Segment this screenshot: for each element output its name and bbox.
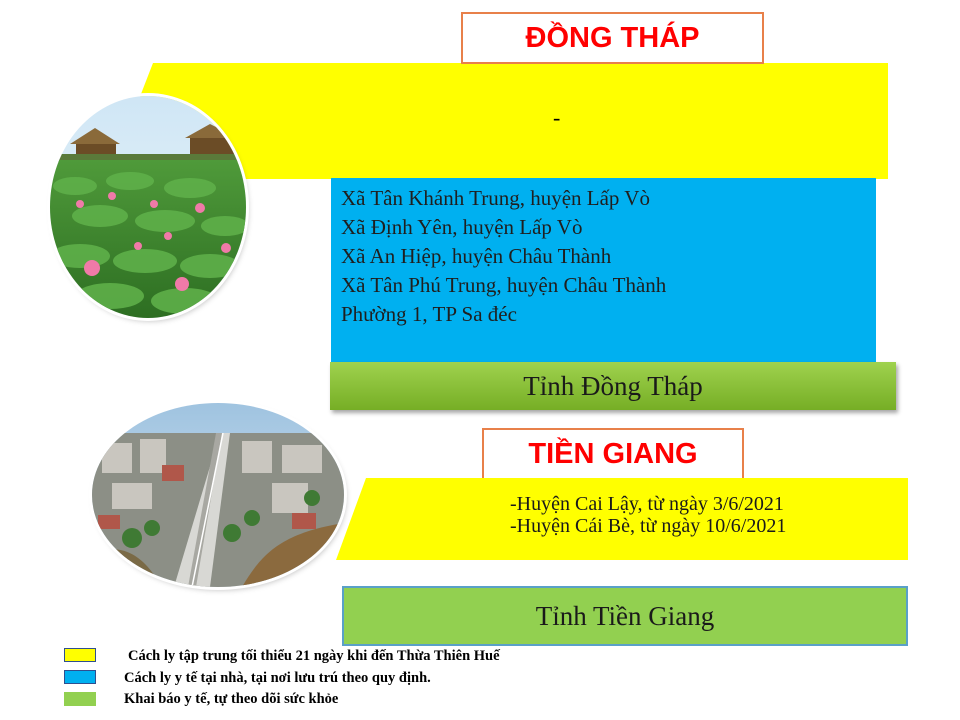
lotus-field-photo <box>50 96 246 318</box>
tien-giang-title: TIỀN GIANG <box>482 428 744 480</box>
legend-label-blue: Cách ly y tế tại nhà, tại nơi lưu trú theo quy định. <box>124 670 431 686</box>
list-item: Xã An Hiệp, huyện Châu Thành <box>341 244 612 268</box>
tien-giang-district-list <box>510 493 786 537</box>
legend-swatch-yellow <box>64 648 96 662</box>
legend-label-green: Khai báo y tế, tự theo dõi sức khỏe <box>124 691 339 707</box>
city-river-image <box>92 403 344 587</box>
list-item: Phường 1, TP Sa đéc <box>341 302 517 326</box>
list-item: Xã Định Yên, huyện Lấp Vò <box>341 215 583 239</box>
dong-thap-province-label: Tỉnh Đồng Tháp <box>330 362 896 410</box>
list-item: Xã Tân Phú Trung, huyện Châu Thành <box>341 273 667 297</box>
tien-giang-province-label: Tỉnh Tiền Giang <box>342 586 908 646</box>
legend-swatch-blue <box>64 670 96 684</box>
dong-thap-yellow-text: - <box>553 105 561 130</box>
list-item: Xã Tân Khánh Trung, huyện Lấp Vò <box>341 186 650 210</box>
legend-label-yellow: Cách ly tập trung tối thiểu 21 ngày khi đến Thừa Thiên Huế <box>128 648 500 664</box>
list-item: -Huyện Cai Lậy, từ ngày 3/6/2021 <box>510 493 784 515</box>
lotus-field-image <box>50 96 246 318</box>
list-item: -Huyện Cái Bè, từ ngày 10/6/2021 <box>510 515 787 537</box>
dong-thap-location-list <box>341 184 666 329</box>
legend-swatch-green <box>64 692 96 706</box>
city-river-aerial-photo <box>92 403 344 587</box>
dong-thap-title: ĐỒNG THÁP <box>461 12 764 64</box>
